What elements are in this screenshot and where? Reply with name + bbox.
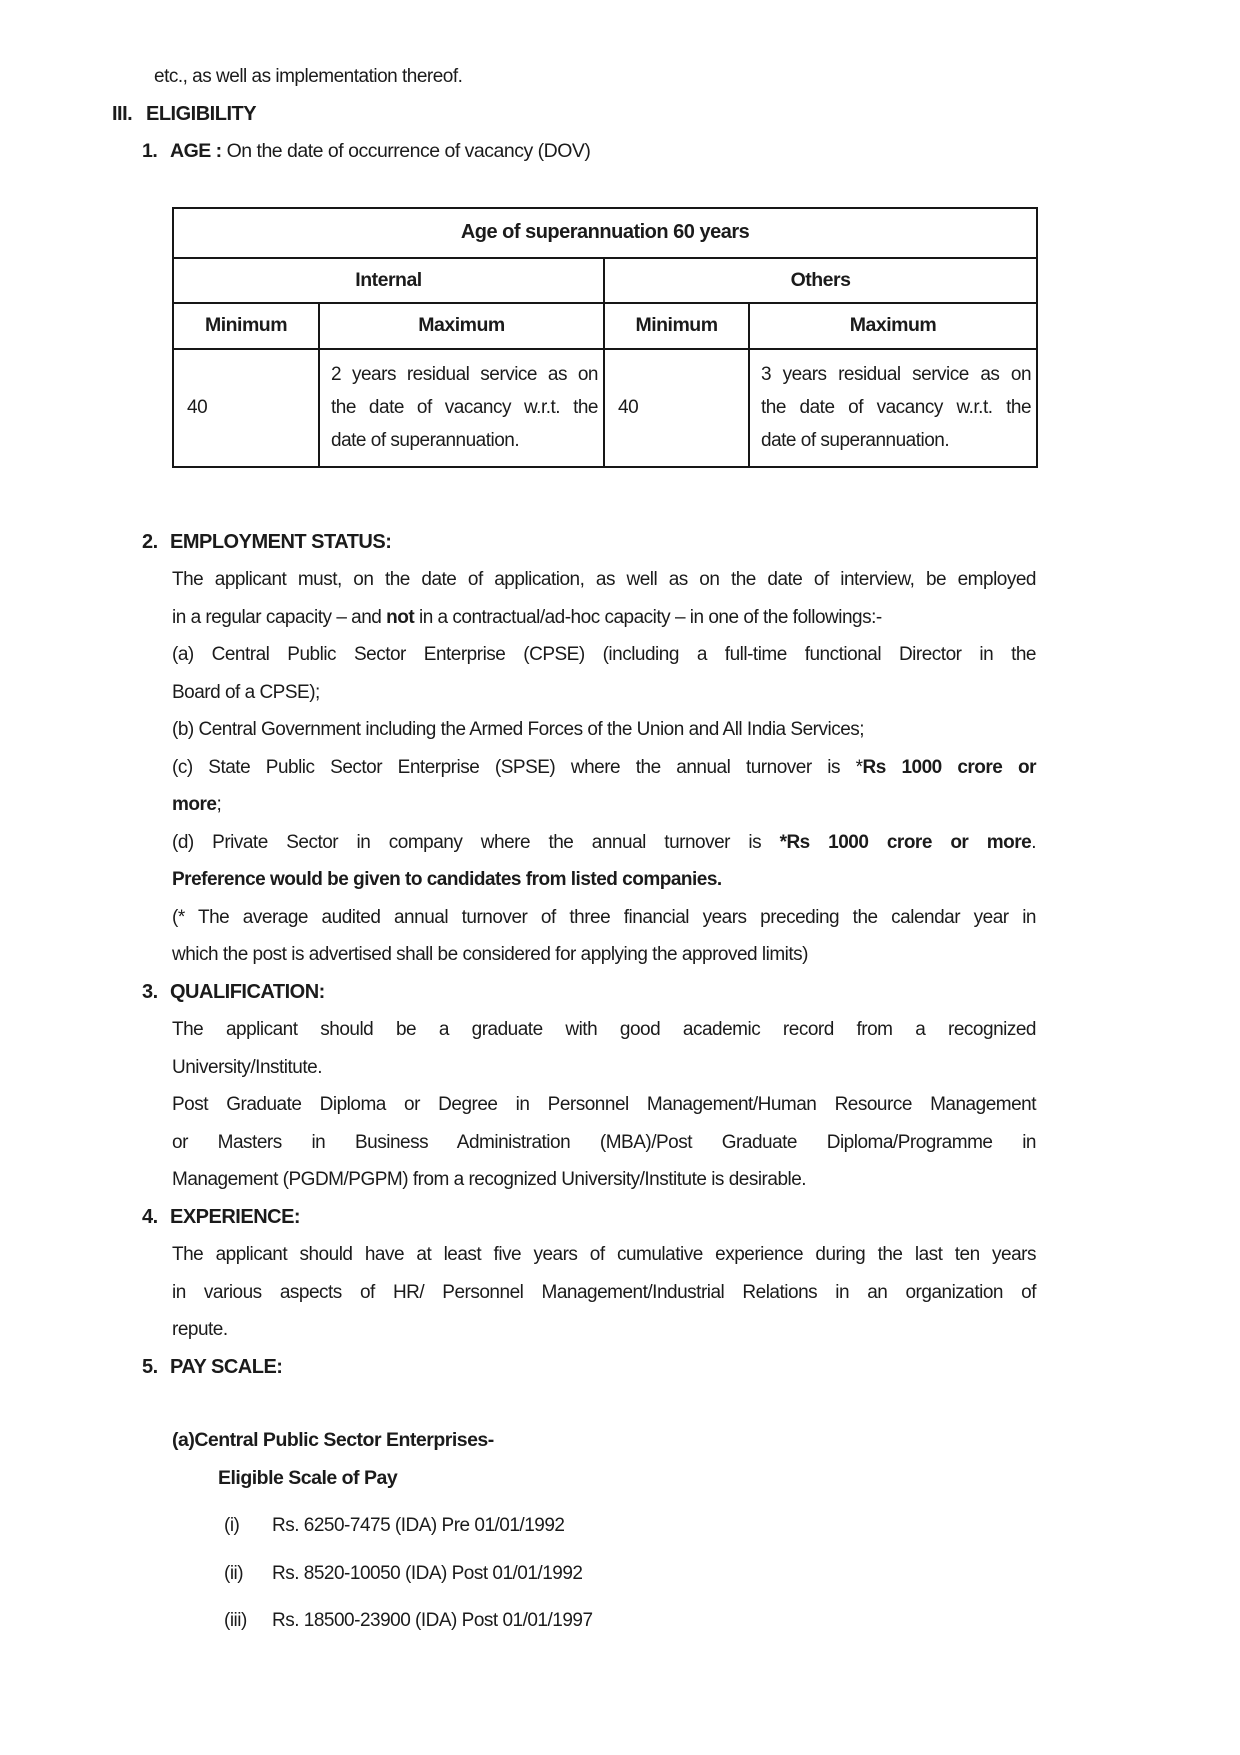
payscale-scale-heading: Eligible Scale of Pay bbox=[218, 1466, 398, 1489]
qualification-p1-line1: The applicant should be a graduate with good academic record from a recognized bbox=[172, 1019, 1036, 1040]
experience-p1-line1: The applicant should have at least five years of cumulative experience during the last ten years bbox=[172, 1244, 1036, 1265]
employment-preference-line: Preference would be given to candidates from listed companies. bbox=[172, 869, 722, 890]
employment-item-a-line2: Board of a CPSE); bbox=[172, 681, 320, 703]
age-table-group-internal: Internal bbox=[173, 258, 604, 303]
experience-heading-number: 4. bbox=[142, 1205, 158, 1228]
employment-heading-number: 2. bbox=[142, 530, 158, 553]
section-heading-eligibility bbox=[112, 96, 1148, 134]
age-table-col-others-max: Maximum bbox=[749, 303, 1037, 349]
qualification-paragraph bbox=[172, 1011, 1036, 1199]
age-table bbox=[172, 207, 1038, 468]
qualification-heading-label: QUALIFICATION: bbox=[170, 980, 325, 1003]
employment-heading-label: EMPLOYMENT STATUS: bbox=[170, 530, 392, 553]
payscale-item-1-text: Rs. 6250-7475 (IDA) Pre 01/01/1992 bbox=[272, 1515, 565, 1536]
experience-heading-label: EXPERIENCE: bbox=[170, 1205, 301, 1228]
employment-note-line2: which the post is advertised shall be considered for applying the approved limits) bbox=[172, 944, 808, 965]
payscale-sub-heading: (a)Central Public Sector Enterprises- bbox=[172, 1429, 494, 1451]
age-heading-text bbox=[170, 133, 590, 171]
payscale-item-1-marker: (i) bbox=[224, 1515, 240, 1536]
age-heading bbox=[142, 133, 1148, 171]
qualification-p1-line2: University/Institute. bbox=[172, 1056, 322, 1078]
payscale-item-3-marker: (iii) bbox=[224, 1610, 247, 1631]
employment-heading bbox=[142, 524, 1148, 562]
employment-item-a-line1: (a) Central Public Sector Enterprise (CPSE) (including a full-time functional Director in the bbox=[172, 644, 1036, 665]
employment-paragraph bbox=[172, 561, 1036, 974]
employment-p1-line1: The applicant must, on the date of application, as well as on the date of interview, be employed bbox=[172, 569, 1036, 590]
experience-heading bbox=[142, 1199, 1148, 1237]
employment-note-line1: (* The average audited annual turnover of three financial years preceding the calendar year in bbox=[172, 906, 1036, 928]
age-table-cell-internal-min: 40 bbox=[173, 349, 319, 467]
qualification-p2-line3: Management (PGDM/PGPM) from a recognized University/Institute is desirable. bbox=[172, 1169, 807, 1190]
payscale-heading-number: 5. bbox=[142, 1355, 158, 1378]
employment-item-c-line1: (c) State Public Sector Enterprise (SPSE) where the annual turnover is *Rs 1000 crore or bbox=[172, 756, 1036, 778]
age-table-group-row bbox=[173, 258, 1037, 303]
age-table-col-internal-max: Maximum bbox=[319, 303, 604, 349]
age-table-col-others-min: Minimum bbox=[604, 303, 749, 349]
qualification-p2-line2: or Masters in Business Administration (MBA)/Post Graduate Diploma/Programme in bbox=[172, 1131, 1036, 1153]
payscale-item-3 bbox=[224, 1602, 1148, 1640]
intro-line: etc., as well as implementation thereof. bbox=[154, 66, 463, 87]
payscale-heading-label: PAY SCALE: bbox=[170, 1355, 283, 1378]
age-table-title: Age of superannuation 60 years bbox=[173, 208, 1037, 258]
payscale-list bbox=[112, 1507, 1148, 1640]
section-label: ELIGIBILITY bbox=[146, 102, 257, 125]
qualification-p2-line1: Post Graduate Diploma or Degree in Personnel Management/Human Resource Management bbox=[172, 1094, 1036, 1115]
qualification-heading bbox=[142, 974, 1148, 1012]
payscale-item-3-text: Rs. 18500-23900 (IDA) Post 01/01/1997 bbox=[272, 1610, 593, 1631]
employment-item-d-line1: (d) Private Sector in company where the annual turnover is *Rs 1000 crore or more. bbox=[172, 831, 1036, 853]
age-table-header-row bbox=[173, 303, 1037, 349]
age-table-group-others: Others bbox=[604, 258, 1037, 303]
age-table-cell-others-max: 3 years residual service as on the date of vacancy w.r.t. the date of superannuation. bbox=[749, 349, 1037, 467]
age-table-col-internal-min: Minimum bbox=[173, 303, 319, 349]
experience-paragraph bbox=[172, 1236, 1036, 1349]
experience-p1-line3: repute. bbox=[172, 1319, 228, 1340]
payscale-heading bbox=[142, 1349, 1148, 1387]
employment-item-b: (b) Central Government including the Armed Forces of the Union and All India Services; bbox=[172, 719, 865, 740]
section-numeral: III. bbox=[112, 102, 133, 125]
payscale-item-2 bbox=[224, 1555, 1148, 1593]
age-table-data-row bbox=[173, 349, 1037, 467]
age-table-cell-internal-max: 2 years residual service as on the date of vacancy w.r.t. the date of superannuation. bbox=[319, 349, 604, 467]
age-heading-body: On the date of occurrence of vacancy (DOV) bbox=[226, 140, 591, 162]
employment-item-c-line2: more; bbox=[172, 794, 222, 815]
age-heading-label: AGE : bbox=[170, 140, 222, 162]
age-table-cell-others-min: 40 bbox=[604, 349, 749, 467]
age-heading-number: 1. bbox=[142, 140, 158, 162]
age-table-title-row bbox=[173, 208, 1037, 258]
employment-p1-line2: in a regular capacity – and not in a contractual/ad-hoc capacity – in one of the followings:- bbox=[172, 606, 882, 628]
payscale-item-2-text: Rs. 8520-10050 (IDA) Post 01/01/1992 bbox=[272, 1562, 583, 1584]
payscale-item-1 bbox=[224, 1507, 1148, 1545]
experience-p1-line2: in various aspects of HR/ Personnel Management/Industrial Relations in an organization of bbox=[172, 1281, 1036, 1303]
payscale-item-2-marker: (ii) bbox=[224, 1562, 244, 1584]
qualification-heading-number: 3. bbox=[142, 980, 158, 1003]
